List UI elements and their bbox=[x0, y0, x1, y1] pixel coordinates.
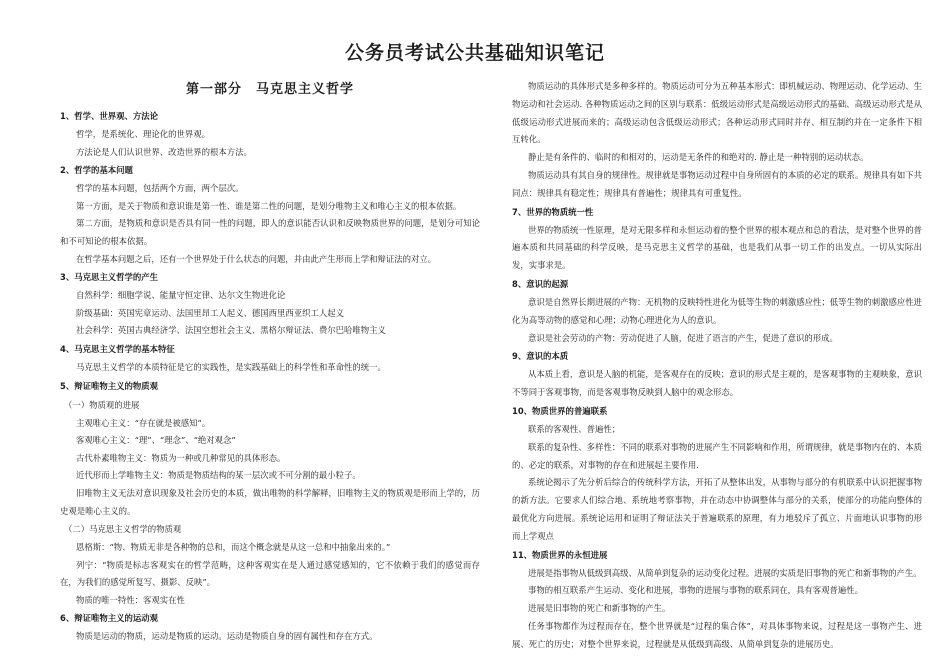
paragraph: 第二方面，是物质和意识是否具有同一性的问题，即人的意识能否认识和反映物质世界的问题，是划分可知论和不可知论的根本依据。 bbox=[60, 218, 480, 246]
section-heading: 11、物质世界的永恒进展 bbox=[512, 549, 608, 560]
section-heading: 9、意识的本质 bbox=[512, 351, 569, 362]
section-heading: 2、哲学的基本问题 bbox=[60, 165, 133, 176]
right-column-body bbox=[512, 78, 922, 654]
paragraph: 事物的相互联系产生运动、变化和进展，事物的进展与事物的联系同在，具有客观普遍性。 bbox=[528, 585, 863, 596]
paragraph: 恩格斯：“物、物质无非是各种物的总和，而这个概念就是从这一总和中抽象出来的。” bbox=[76, 542, 391, 553]
section-heading: 10、物质世界的普遍联系 bbox=[512, 405, 608, 416]
part-title: 第一部分 马克思主义哲学 bbox=[185, 82, 354, 97]
right-column bbox=[512, 78, 922, 654]
paragraph: 世界的物质统一性原理，是对无限多样和永恒运动着的整个世界的根本观点和总的看法，是对整个世界的普遍本质和共同基础的科学反映，是马克思主义哲学的基础，也是我们从事一切工作的出发点。一切从实际出发，实事求是。 bbox=[512, 224, 922, 271]
paragraph: 阶级基础：英国宪章运动、法国里昂工人起义、德国西里西亚织工人起义 bbox=[76, 307, 344, 318]
subsection-heading: （二）马克思主义哲学的物质观 bbox=[64, 524, 182, 535]
paragraph: 物质的唯一特性：客观实在性 bbox=[76, 594, 185, 605]
subsection-heading: （一）物质观的进展 bbox=[64, 399, 140, 410]
left-column bbox=[60, 78, 480, 646]
paragraph: 马克思主义哲学的本质特征是它的实践性，是实践基础上的科学性和革命性的统一。 bbox=[76, 361, 386, 372]
paragraph: 从本质上看，意识是人脑的机能，是客观存在的反映；意识的形式是主观的，是客观事物的主观映象，意识不等同于客观事物，而是客观事物反映到人脑中的观念形态。 bbox=[512, 369, 922, 398]
section-heading: 5、辩证唯物主义的物质观 bbox=[60, 380, 158, 391]
paragraph: 联系的客观性、普遍性； bbox=[528, 423, 621, 434]
paragraph: 意识是自然界长期进展的产物：无机物的反映特性进化为低等生物的刺激感应性；低等生物的刺激感应性进化为高等动物的感觉和心理；动物心理进化为人的意识。 bbox=[512, 296, 922, 325]
paragraph: 自然科学：细胞学说、能量守恒定律、达尔文生物进化论 bbox=[76, 290, 286, 301]
paragraph: 近代形而上学唯物主义：物质是物质结构的某一层次或不可分割的最小粒子。 bbox=[76, 470, 361, 481]
paragraph: 旧唯物主义无法对意识现象及社会历史的本质，做出唯物的科学解释，旧唯物主义的物质观是形而上学的，历史观是唯心主义的。 bbox=[60, 487, 480, 516]
paragraph: 哲学，是系统化、理论化的世界观。 bbox=[76, 129, 210, 139]
paragraph: 在哲学基本问题之后，还有一个世界处于什么状态的问题，并由此产生形而上学和辩证法的对立。 bbox=[76, 253, 437, 264]
paragraph: 社会科学：英国古典经济学、法国空想社会主义、黑格尔辩证法、费尔巴哈唯物主义 bbox=[76, 325, 386, 336]
section-heading: 6、辩证唯物主义的运动观 bbox=[60, 613, 158, 624]
paragraph: 系统论揭示了先分析后综合的传统科学方法，开拓了从整体出发，从事物与部分的有机联系中认识把握事物的新方法。它要求人们综合地、系统地考察事物，并在动态中协调整体与部分的关系，使部分的功能向整体的最优化方向进展。系统论运用和证明了辩证法关于普遍联系的原理，有力地驳斥了孤立、片面地认识事物的形而上学观点 bbox=[512, 477, 922, 541]
left-column-body bbox=[60, 107, 480, 646]
paragraph: 联系的复杂性、多样性：不同的联系对事物的进展产生不同影响和作用，所谓规律，就是事物内在的、本质的、必定的联系，对事物的存在和进展起主要作用. bbox=[512, 441, 922, 470]
section-heading: 7、世界的物质统一性 bbox=[512, 206, 594, 217]
paragraph: 意识是社会劳动的产物：劳动促进了人脑，促进了语言的产生，促进了意识的形成。 bbox=[528, 332, 838, 343]
section-heading: 3、马克思主义哲学的产生 bbox=[60, 272, 158, 283]
paragraph: 进展是旧事物的死亡和新事物的产生。 bbox=[528, 603, 671, 614]
document-title: 公务员考试公共基础知识笔记 bbox=[344, 42, 605, 64]
paragraph: 主观唯心主义：“存在就是被感知”。 bbox=[76, 417, 211, 428]
paragraph: 静止是有条件的、临时的和相对的，运动是无条件的和绝对的. 静止是一种特别的运动状态。 bbox=[528, 152, 869, 163]
paragraph: 物质运动的具体形式是多种多样的。物质运动可分为五种基本形式：即机械运动、物理运动、化学运动、生物运动和社会运动. 各种物质运动之间的区别与联系：低级运动形式是高级运动形式的基础、高级运动形式是从低级运动形式进展而来的；高级运动包含低级运动形式；各种运动形式同时并存、相互制约并在一定条件下相互转化。 bbox=[512, 81, 922, 145]
paragraph: 列宁：“物质是标志客观实在的哲学范畴，这种客观实在是人通过感觉感知的，它不依赖于我们的感觉而存在，为我们的感觉所复写、摄影、反映”。 bbox=[60, 559, 480, 588]
section-heading: 4、马克思主义哲学的基本特征 bbox=[60, 343, 175, 354]
section-heading: 8、意识的起源 bbox=[512, 278, 569, 289]
paragraph: 哲学的基本问题，包括两个方面，两个层次。 bbox=[76, 183, 244, 194]
paragraph: 物质运动具有其自身的规律性。规律就是事物运动过程中自身所固有的本质的必定的联系。规律具有如下共同点：规律具有稳定性；规律具有普遍性；规律具有可重复性。 bbox=[512, 169, 922, 198]
section-heading: 1、哲学、世界观、方法论 bbox=[60, 111, 158, 121]
paragraph: 客观唯心主义：“理”、“理念”、“绝对观念” bbox=[76, 435, 236, 446]
paragraph: 第一方面，是关于物质和意识谁是第一性、谁是第二性的问题，是划分唯物主义和唯心主义的根本依据。 bbox=[76, 200, 462, 211]
paragraph: 古代朴素唯物主义：物质为一种或几种常见的具体形态。 bbox=[76, 452, 286, 463]
paragraph: 物质是运动的物质，运动是物质的运动。运动是物质自身的固有属性和存在方式。 bbox=[76, 631, 378, 642]
paragraph: 方法论是人们认识世界、改造世界的根本方法。 bbox=[76, 146, 252, 157]
paragraph: 任务事物都作为过程而存在，整个世界就是“过程的集合体”，对具体事物来说，过程是这一事物产生、进展、死亡的历史；对整个世界来说，过程就是从低级到高级、从简单到复杂的进展历史。 bbox=[512, 620, 922, 649]
paragraph: 进展是指事物从低级到高级、从简单到复杂的运动变化过程。进展的实质是旧事物的死亡和新事物的产生。 bbox=[528, 567, 922, 578]
